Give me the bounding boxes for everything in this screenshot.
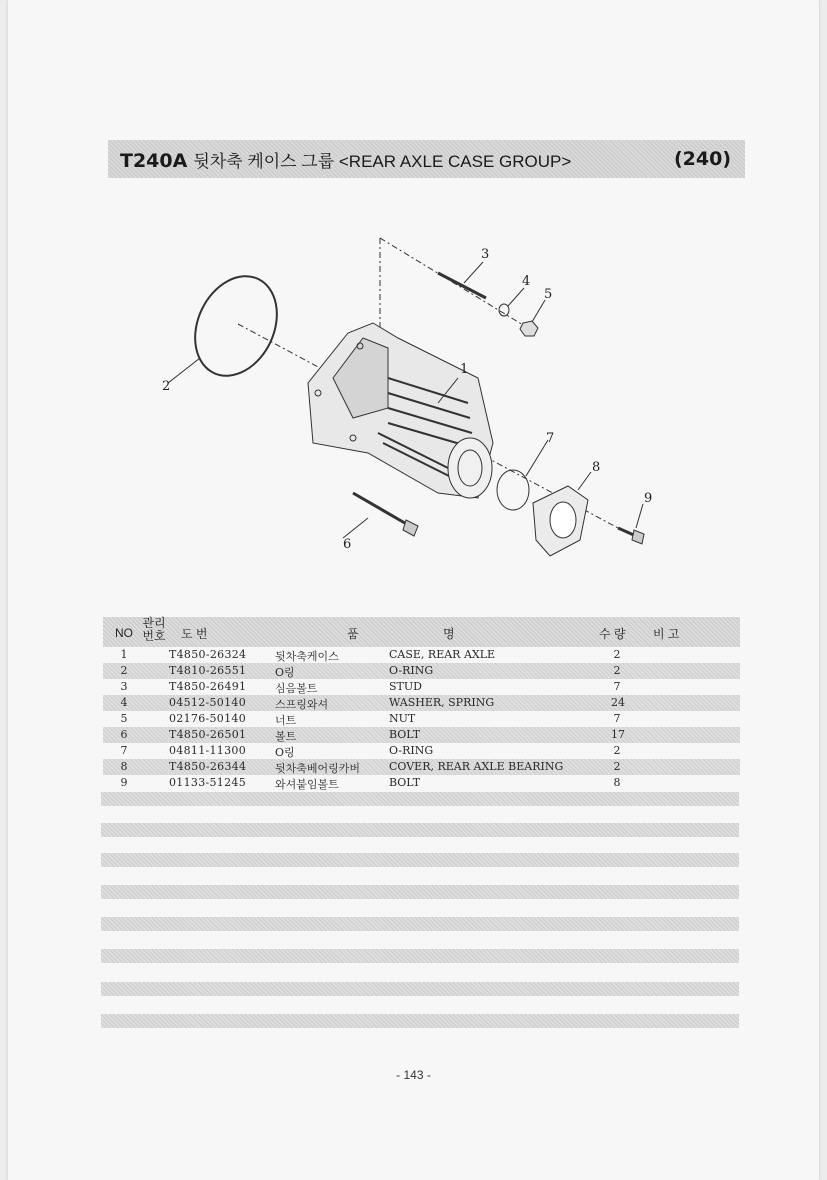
- page-number: - 143 -: [396, 1068, 431, 1082]
- catalog-page: [8, 0, 819, 1180]
- callout-4: 4: [522, 274, 531, 289]
- spring-washer: [499, 304, 509, 316]
- row-name-en: NUT: [389, 712, 416, 725]
- row-qty: 24: [611, 696, 625, 709]
- header-remark: 비 고: [653, 627, 680, 641]
- row-name-en: COVER, REAR AXLE BEARING: [389, 760, 564, 773]
- empty-row-stripe: [101, 885, 739, 899]
- row-no: 6: [120, 728, 128, 741]
- o-ring-large: [180, 263, 293, 389]
- group-title: 뒷차축 케이스 그룹 <REAR AXLE CASE GROUP>: [193, 151, 572, 171]
- group-code: T240A: [120, 149, 188, 172]
- group-number: (240): [673, 148, 731, 170]
- row-name-en: BOLT: [389, 776, 421, 789]
- stud: [438, 273, 486, 298]
- row-no: 9: [120, 776, 128, 789]
- empty-row-stripe: [101, 823, 739, 837]
- empty-row-stripe: [101, 853, 739, 867]
- exploded-parts-diagram: [148, 228, 668, 568]
- header-mgmt: 관리 번호: [142, 616, 166, 643]
- row-name-en: BOLT: [389, 728, 421, 741]
- row-name-en: O-RING: [389, 744, 434, 757]
- row-part-number: 04811-11300: [169, 744, 247, 757]
- table-header: [103, 617, 740, 647]
- callout-9: 9: [644, 491, 653, 506]
- row-no: 4: [120, 696, 128, 709]
- header-name-b: 명: [443, 627, 455, 641]
- row-qty: 2: [613, 760, 621, 773]
- row-name-kr: 심음볼트: [275, 682, 318, 695]
- row-qty: 8: [613, 776, 621, 789]
- callout-2: 2: [162, 379, 171, 394]
- row-name-kr: O링: [275, 666, 295, 679]
- row-part-number: T4810-26551: [169, 664, 247, 677]
- row-qty: 2: [613, 664, 621, 677]
- row-no: 2: [120, 664, 128, 677]
- o-ring-small: [497, 470, 529, 510]
- row-part-number: T4850-26324: [169, 648, 247, 661]
- header-qty: 수 량: [599, 627, 626, 641]
- nut: [520, 321, 538, 336]
- row-no: 8: [120, 760, 128, 773]
- header-no: NO: [115, 626, 133, 640]
- title-group: [120, 147, 571, 172]
- row-part-number: 01133-51245: [169, 776, 247, 789]
- row-part-number: 02176-50140: [169, 712, 247, 725]
- row-name-kr: 뒷차축베어링카버: [275, 762, 361, 775]
- row-qty: 2: [613, 648, 621, 661]
- bolt-long: [353, 493, 410, 526]
- row-name-en: STUD: [389, 680, 422, 693]
- empty-row-stripe: [101, 949, 739, 963]
- header-name-a: 품: [347, 627, 359, 641]
- row-name-en: CASE, REAR AXLE: [389, 648, 496, 661]
- row-name-kr: 볼트: [275, 730, 297, 743]
- callout-7: 7: [546, 431, 555, 446]
- table-row: [103, 775, 740, 791]
- row-part-number: 04512-50140: [169, 696, 247, 709]
- row-name-kr: 스프링와셔: [275, 698, 329, 711]
- table-row: [103, 647, 740, 663]
- table-row: [103, 743, 740, 759]
- row-part-number: T4850-26491: [169, 680, 247, 693]
- table-row: [103, 759, 740, 775]
- row-no: 3: [120, 680, 128, 693]
- row-qty: 7: [613, 712, 621, 725]
- empty-row-stripe: [101, 792, 739, 806]
- row-no: 1: [120, 648, 128, 661]
- callout-3: 3: [481, 247, 490, 262]
- row-qty: 7: [613, 680, 621, 693]
- empty-row-stripe: [101, 982, 739, 996]
- title-bar: [108, 140, 745, 178]
- callout-5: 5: [544, 287, 553, 302]
- callout-1: 1: [460, 362, 469, 377]
- row-part-number: T4850-26344: [169, 760, 247, 773]
- row-name-kr: 너트: [275, 714, 297, 727]
- header-drawing: 도 번: [181, 627, 208, 641]
- empty-row-stripe: [101, 917, 739, 931]
- table-row: [103, 727, 740, 743]
- row-no: 5: [120, 712, 128, 725]
- row-name-kr: O링: [275, 746, 295, 759]
- row-part-number: T4850-26501: [169, 728, 247, 741]
- callout-8: 8: [592, 460, 601, 475]
- row-name-en: O-RING: [389, 664, 434, 677]
- table-row: [103, 663, 740, 679]
- row-name-kr: 와셔붙임볼트: [275, 778, 339, 791]
- callout-6: 6: [343, 537, 352, 552]
- table-row: [103, 695, 740, 711]
- row-qty: 17: [611, 728, 625, 741]
- table-row: [103, 679, 740, 695]
- row-name-en: WASHER, SPRING: [389, 696, 495, 709]
- row-qty: 2: [613, 744, 621, 757]
- row-name-kr: 뒷차축케이스: [275, 650, 339, 663]
- table-row: [103, 711, 740, 727]
- row-no: 7: [120, 744, 128, 757]
- empty-row-stripe: [101, 1014, 739, 1028]
- parts-table: [103, 617, 740, 791]
